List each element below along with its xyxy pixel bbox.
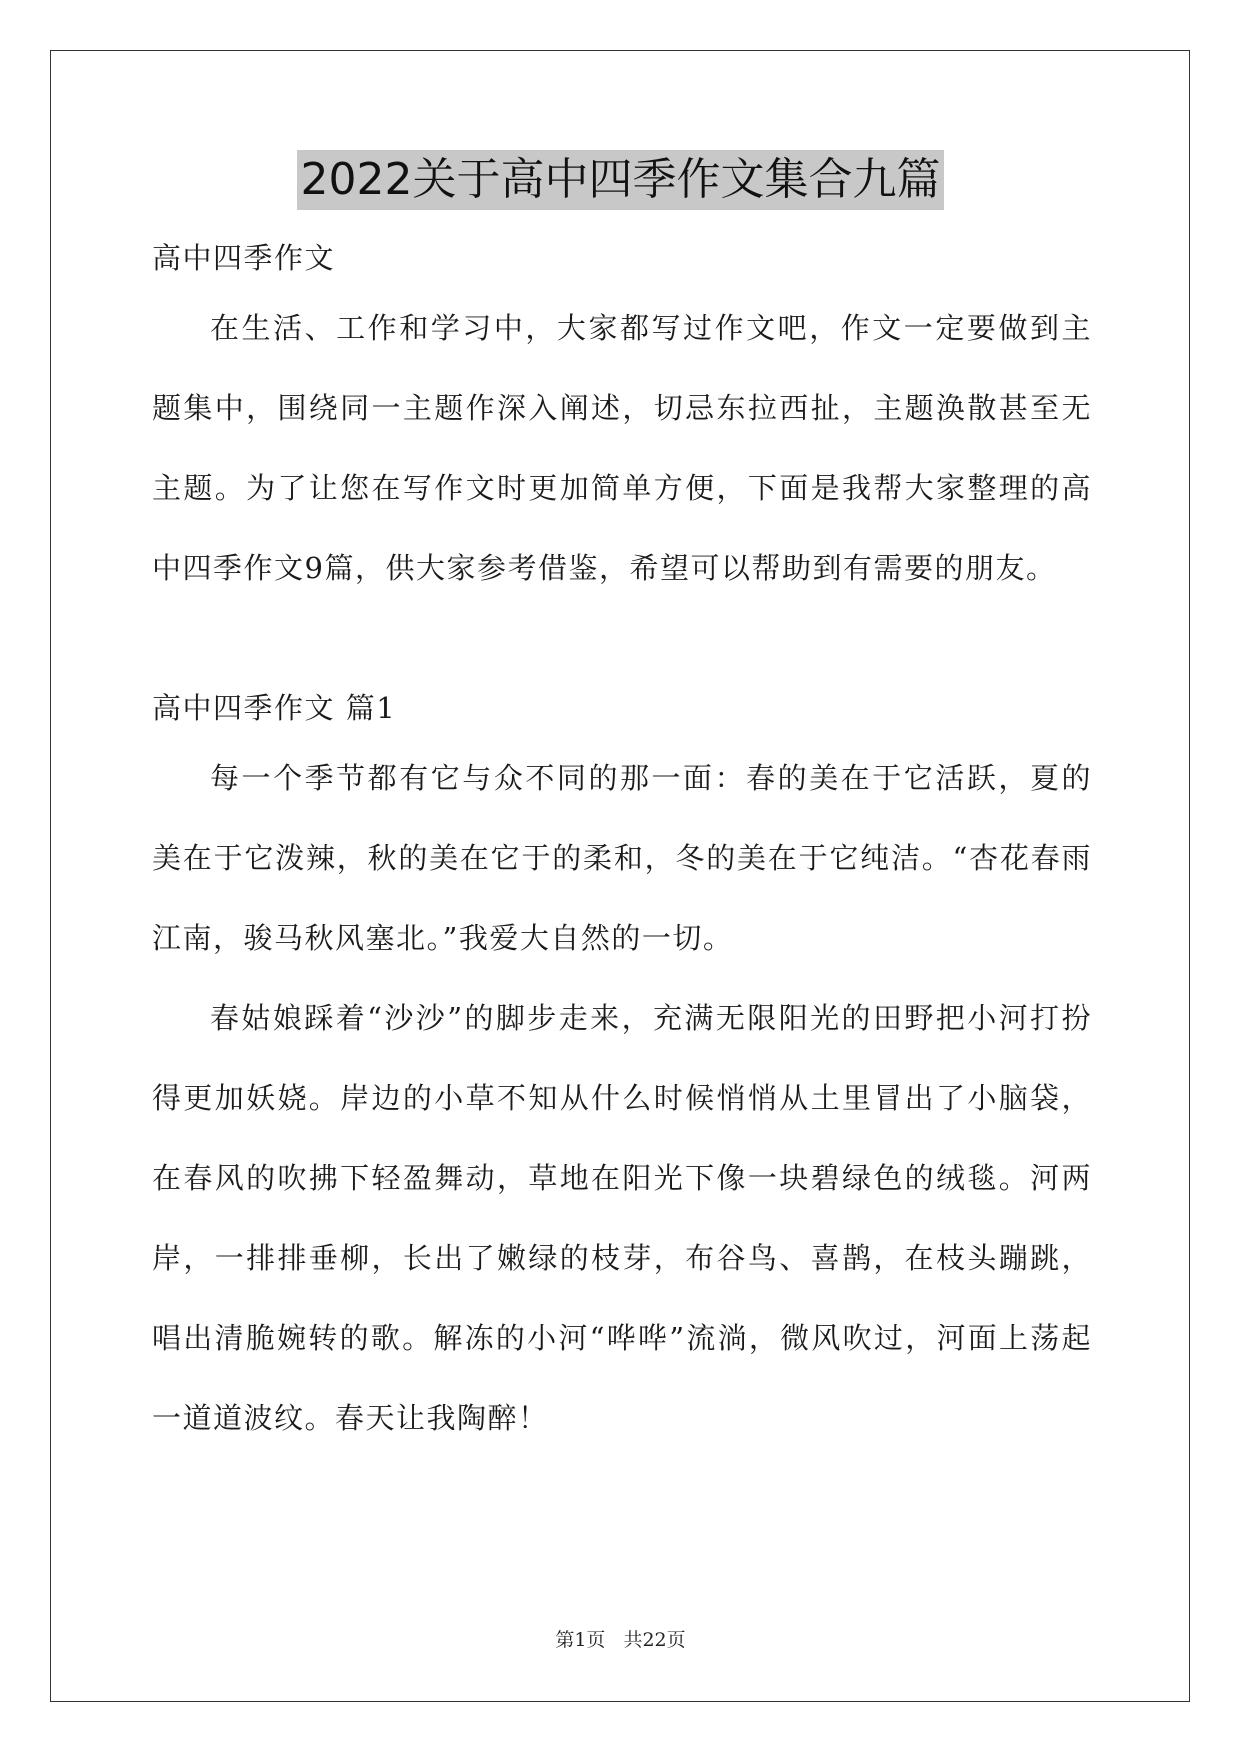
- section-paragraph: 春姑娘踩着“沙沙”的脚步走来，充满无限阳光的田野把小河打扮得更加妖娆。岸边的小草不知从什么时候悄悄从土里冒出了小脑袋，在春风的吹拂下轻盈舞动，草地在阳光下像一块碧绿色的绒毯。河两岸，一排排垂柳，长出了嫩绿的枝芽，布谷鸟、喜鹊，在枝头蹦跳，唱出清脆婉转的歌。解冻的小河“哗哗”流淌，微风吹过，河面上荡起一道道波纹。春天让我陶醉！: [152, 1001, 1092, 1435]
- section-heading: 高中四季作文 篇1: [152, 691, 397, 725]
- page-number: 第1页: [555, 1629, 606, 1651]
- title-container: [0, 150, 1241, 210]
- document-body: [152, 236, 1092, 1458]
- intro-paragraph: 在生活、工作和学习中，大家都写过作文吧，作文一定要做到主题集中，围绕同一主题作深入阐述，切忌东拉西扯，主题涣散甚至无主题。为了让您在写作文时更加简单方便，下面是我帮大家整理的高中四季作文9篇，供大家参考借鉴，希望可以帮助到有需要的朋友。: [152, 311, 1092, 585]
- intro-heading: 高中四季作文: [152, 241, 336, 275]
- document-title: 2022关于高中四季作文集合九篇: [297, 150, 945, 210]
- page-footer: [0, 1625, 1241, 1652]
- section-paragraph: 每一个季节都有它与众不同的那一面：春的美在于它活跃，夏的美在于它泼辣，秋的美在它于的柔和，冬的美在于它纯洁。“杏花春雨江南，骏马秋风塞北。”我爱大自然的一切。: [152, 761, 1092, 955]
- page-total: 共22页: [623, 1629, 686, 1651]
